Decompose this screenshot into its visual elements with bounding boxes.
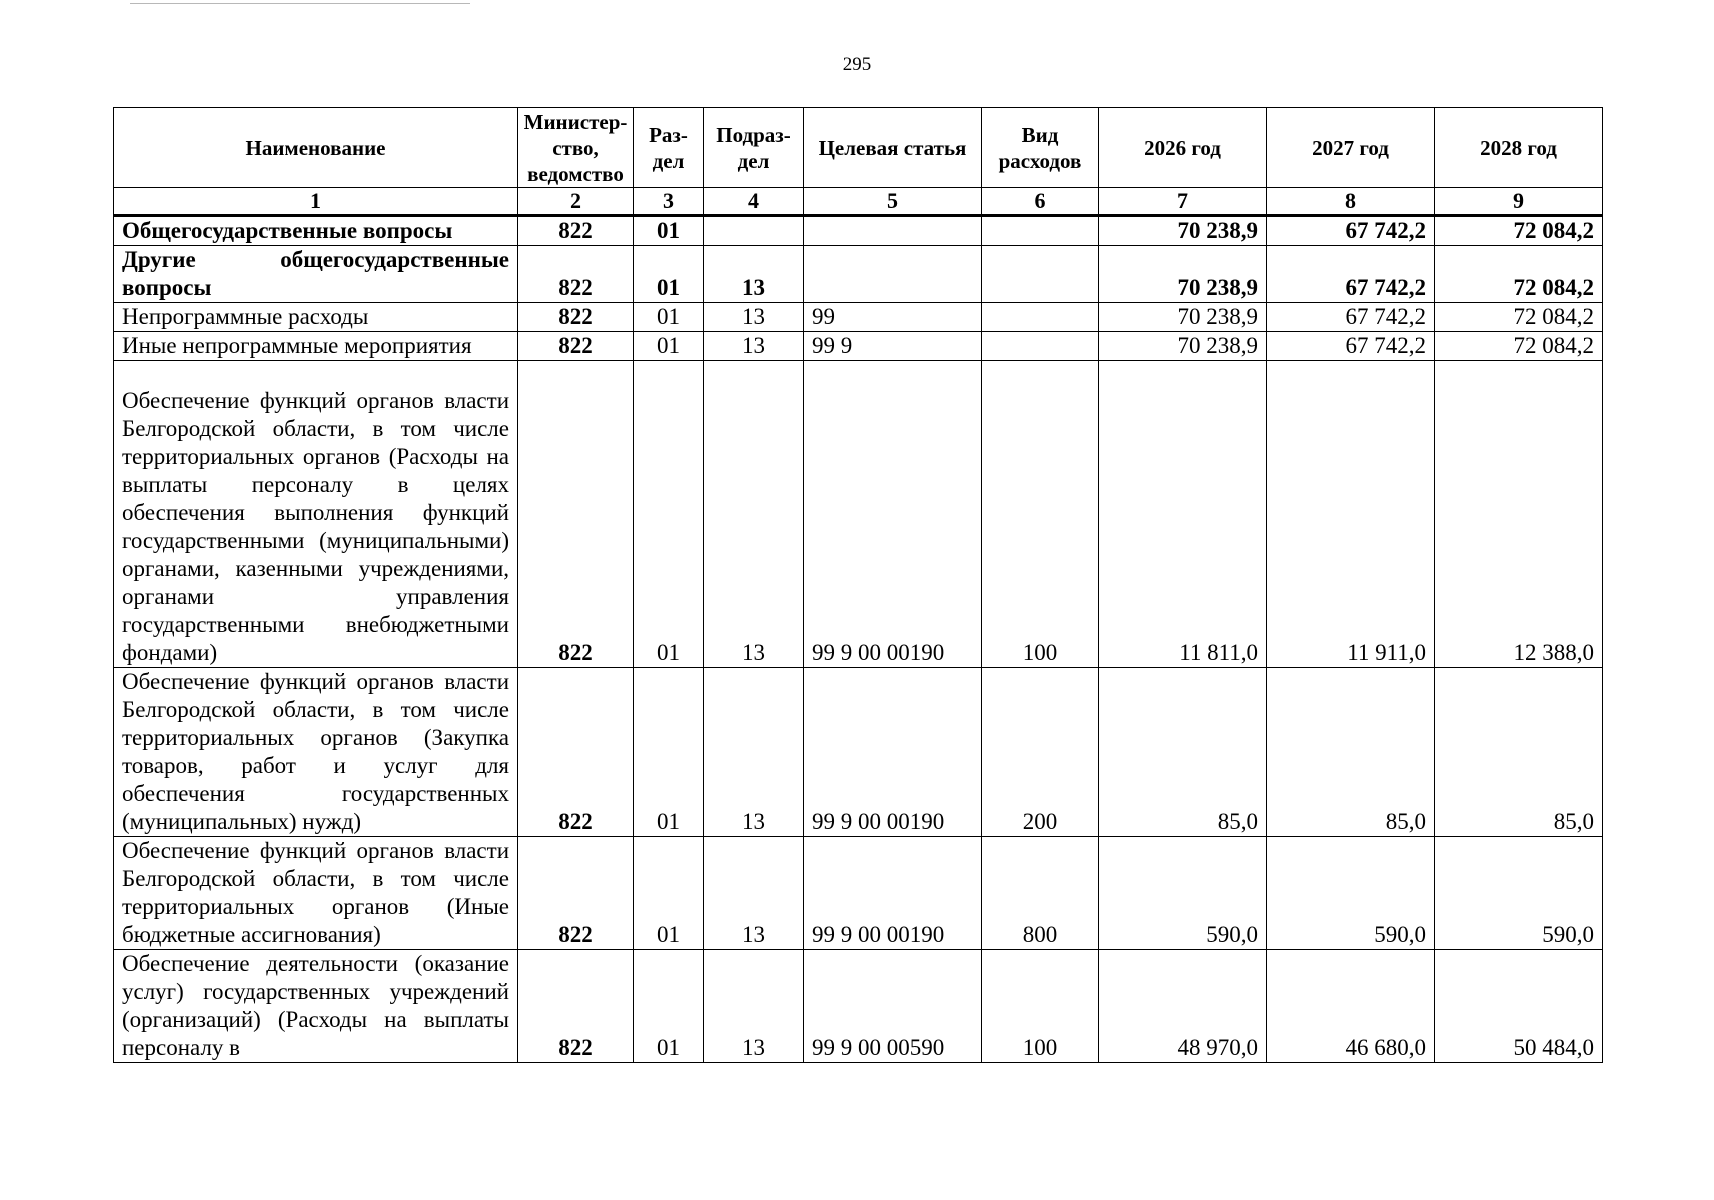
header-name: Наименование <box>114 108 518 188</box>
row-target-article: 99 9 00 00190 <box>804 837 982 950</box>
row-amount-2026: 11 811,0 <box>1099 361 1267 668</box>
row-expense-kind <box>982 216 1099 246</box>
row-subsection: 13 <box>704 332 804 361</box>
row-amount-2027: 46 680,0 <box>1267 950 1435 1063</box>
table-row <box>114 332 1603 361</box>
header-target-article: Целевая статья <box>804 108 982 188</box>
row-amount-2027: 590,0 <box>1267 837 1435 950</box>
row-ministry: 822 <box>518 668 634 837</box>
row-subsection: 13 <box>704 668 804 837</box>
row-section: 01 <box>634 216 704 246</box>
row-amount-2026: 48 970,0 <box>1099 950 1267 1063</box>
header-section: Раз-дел <box>634 108 704 188</box>
row-section: 01 <box>634 837 704 950</box>
header-row <box>114 108 1603 188</box>
row-subsection: 13 <box>704 950 804 1063</box>
row-expense-kind <box>982 303 1099 332</box>
row-section: 01 <box>634 332 704 361</box>
row-amount-2028: 12 388,0 <box>1435 361 1603 668</box>
row-target-article <box>804 216 982 246</box>
column-number: 8 <box>1267 188 1435 216</box>
row-target-article: 99 9 00 00190 <box>804 361 982 668</box>
table-row <box>114 361 1603 668</box>
row-expense-kind: 200 <box>982 668 1099 837</box>
row-amount-2028: 72 084,2 <box>1435 246 1603 303</box>
row-ministry: 822 <box>518 216 634 246</box>
table-row <box>114 668 1603 837</box>
column-number: 5 <box>804 188 982 216</box>
row-target-article: 99 9 00 00590 <box>804 950 982 1063</box>
row-subsection: 13 <box>704 837 804 950</box>
row-ministry: 822 <box>518 361 634 668</box>
row-target-article: 99 <box>804 303 982 332</box>
row-expense-kind <box>982 332 1099 361</box>
row-expense-kind <box>982 246 1099 303</box>
scan-artifact-line <box>130 3 470 4</box>
row-amount-2028: 590,0 <box>1435 837 1603 950</box>
header-subsection: Подраз-дел <box>704 108 804 188</box>
row-section: 01 <box>634 361 704 668</box>
row-name: Обеспечение деятельности (оказание услуг) государственных учреждений (организаций) (Расходы на выплаты персоналу в <box>114 950 518 1063</box>
row-target-article: 99 9 00 00190 <box>804 668 982 837</box>
row-section: 01 <box>634 246 704 303</box>
row-amount-2027: 67 742,2 <box>1267 303 1435 332</box>
row-subsection: 13 <box>704 303 804 332</box>
row-amount-2028: 72 084,2 <box>1435 332 1603 361</box>
header-ministry: Министер-ство, ведомство <box>518 108 634 188</box>
row-section: 01 <box>634 668 704 837</box>
column-number: 6 <box>982 188 1099 216</box>
header-year-2026: 2026 год <box>1099 108 1267 188</box>
row-name: Общегосударственные вопросы <box>114 216 518 246</box>
row-ministry: 822 <box>518 950 634 1063</box>
row-amount-2026: 70 238,9 <box>1099 246 1267 303</box>
budget-table <box>113 107 1603 1063</box>
row-amount-2028: 50 484,0 <box>1435 950 1603 1063</box>
row-name: Непрограммные расходы <box>114 303 518 332</box>
header-year-2027: 2027 год <box>1267 108 1435 188</box>
column-number: 3 <box>634 188 704 216</box>
row-name: Иные непрограммные мероприятия <box>114 332 518 361</box>
row-amount-2026: 70 238,9 <box>1099 303 1267 332</box>
column-number-row <box>114 188 1603 216</box>
row-amount-2026: 590,0 <box>1099 837 1267 950</box>
row-subsection: 13 <box>704 246 804 303</box>
row-amount-2027: 85,0 <box>1267 668 1435 837</box>
row-amount-2027: 67 742,2 <box>1267 246 1435 303</box>
row-ministry: 822 <box>518 332 634 361</box>
table-row <box>114 246 1603 303</box>
column-number: 9 <box>1435 188 1603 216</box>
row-amount-2028: 72 084,2 <box>1435 216 1603 246</box>
row-amount-2027: 67 742,2 <box>1267 332 1435 361</box>
row-ministry: 822 <box>518 303 634 332</box>
row-expense-kind: 800 <box>982 837 1099 950</box>
table-row <box>114 216 1603 246</box>
row-subsection: 13 <box>704 361 804 668</box>
row-amount-2028: 85,0 <box>1435 668 1603 837</box>
row-subsection <box>704 216 804 246</box>
column-number: 2 <box>518 188 634 216</box>
row-target-article: 99 9 <box>804 332 982 361</box>
table-row <box>114 950 1603 1063</box>
row-name: Обеспечение функций органов власти Белгородской области, в том числе территориальных органов (Закупка товаров, работ и услуг для обеспечения государственных (муниципальных) нужд) <box>114 668 518 837</box>
column-number: 4 <box>704 188 804 216</box>
row-expense-kind: 100 <box>982 361 1099 668</box>
row-amount-2027: 11 911,0 <box>1267 361 1435 668</box>
page-number: 295 <box>842 54 872 75</box>
row-amount-2027: 67 742,2 <box>1267 216 1435 246</box>
row-name: Обеспечение функций органов власти Белгородской области, в том числе территориальных органов (Расходы на выплаты персоналу в целях обеспечения выполнения функций государственными (муниципальными) органами, казенными учреждениями, органами управления государственными внебюджетными фондами) <box>114 361 518 668</box>
column-number: 7 <box>1099 188 1267 216</box>
row-ministry: 822 <box>518 837 634 950</box>
row-amount-2026: 70 238,9 <box>1099 216 1267 246</box>
row-name: Другие общегосударственные вопросы <box>114 246 518 303</box>
row-section: 01 <box>634 950 704 1063</box>
row-target-article <box>804 246 982 303</box>
row-ministry: 822 <box>518 246 634 303</box>
row-amount-2026: 85,0 <box>1099 668 1267 837</box>
row-amount-2028: 72 084,2 <box>1435 303 1603 332</box>
table-row <box>114 837 1603 950</box>
header-year-2028: 2028 год <box>1435 108 1603 188</box>
table-row <box>114 303 1603 332</box>
row-expense-kind: 100 <box>982 950 1099 1063</box>
header-expense-kind: Вид расходов <box>982 108 1099 188</box>
row-name: Обеспечение функций органов власти Белгородской области, в том числе территориальных органов (Иные бюджетные ассигнования) <box>114 837 518 950</box>
row-section: 01 <box>634 303 704 332</box>
column-number: 1 <box>114 188 518 216</box>
row-amount-2026: 70 238,9 <box>1099 332 1267 361</box>
